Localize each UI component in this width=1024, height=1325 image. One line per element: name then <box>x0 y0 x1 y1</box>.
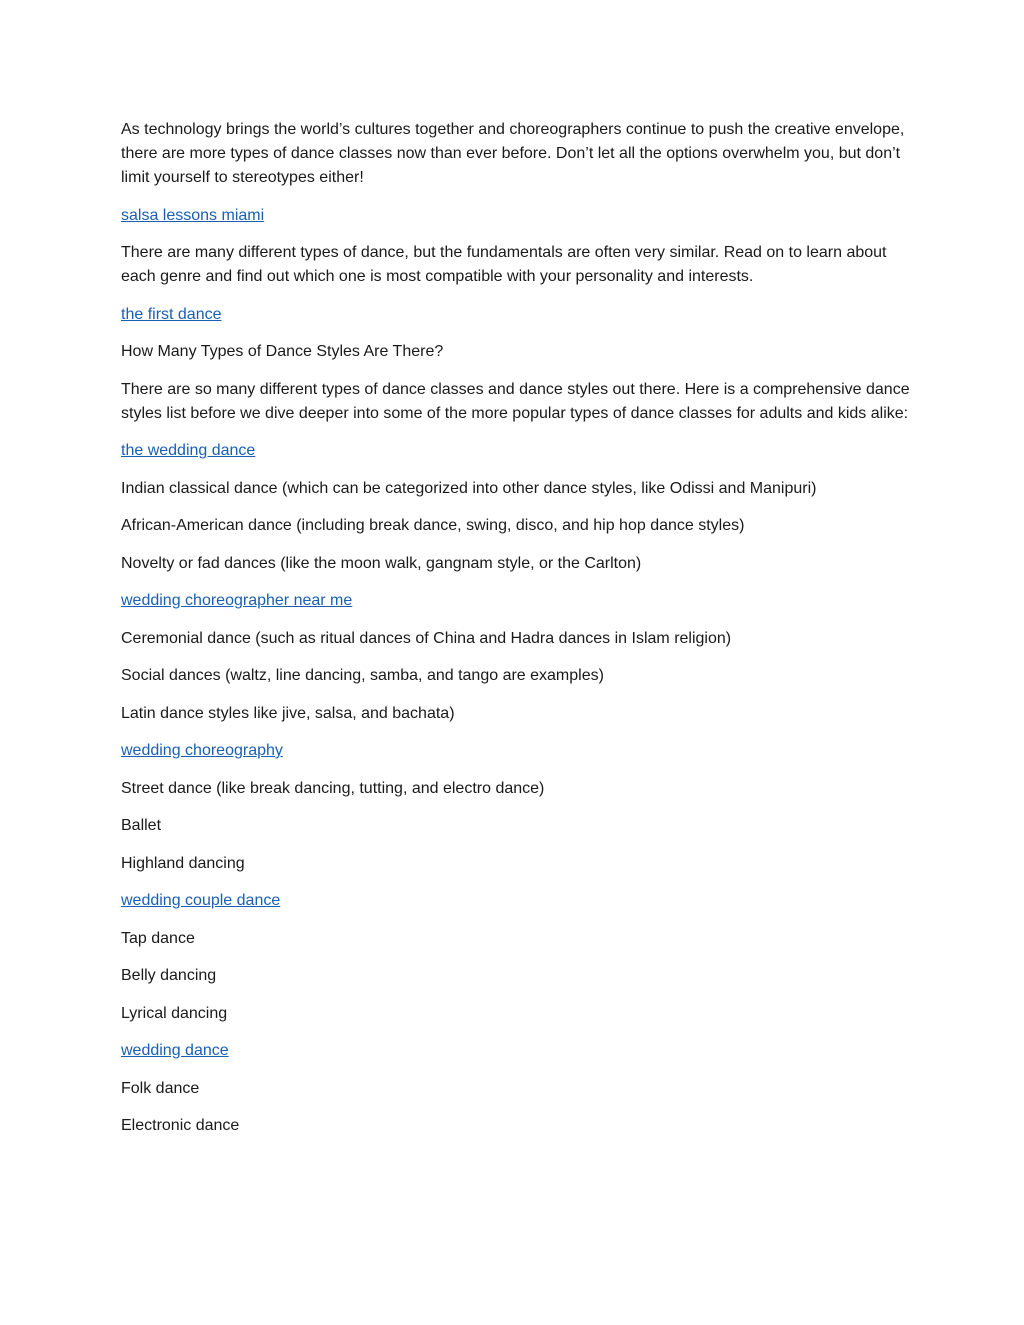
link-the-first-dance[interactable]: the first dance <box>121 305 222 323</box>
list-item: Lyrical dancing <box>121 1004 228 1022</box>
list-item: Belly dancing <box>121 967 217 984</box>
fundamentals-paragraph: There are many different types of dance, but the fundamentals are often very similar. Read on to learn about each genre and find out which one is most compatible with your personality and interests. <box>121 244 887 285</box>
list-item: Ceremonial dance (such as ritual dances of China and Hadra dances in Islam religion) <box>121 629 732 647</box>
list-item: Highland dancing <box>121 854 245 872</box>
section-heading: How Many Types of Dance Styles Are There? <box>121 343 444 360</box>
list-item: African-American dance (including break dance, swing, disco, and hip hop dance styles) <box>121 517 745 534</box>
list-item: Indian classical dance (which can be categorized into other dance styles, like Odissi and Manipuri) <box>121 479 817 497</box>
list-item: Latin dance styles like jive, salsa, and bachata) <box>121 704 455 722</box>
intro-paragraph: As technology brings the world’s cultures together and choreographers continue to push the creative envelope, there are more types of dance classes now than ever before. Don’t let all the options overwhelm you, but don’t limit yourself to stereotypes either! <box>121 121 905 186</box>
list-item: Electronic dance <box>121 1117 240 1134</box>
link-wedding-choreography[interactable]: wedding choreography <box>121 742 283 759</box>
link-wedding-choreographer-near-me[interactable]: wedding choreographer near me <box>121 592 353 609</box>
list-item: Tap dance <box>121 929 195 947</box>
link-salsa-lessons-miami[interactable]: salsa lessons miami <box>121 206 265 224</box>
styles-list-intro: There are so many different types of dance classes and dance styles out there. Here is a comprehensive dance styles list before we dive deeper into some of the more popular types of dance classes for adults and kids alike: <box>121 380 910 422</box>
list-item: Novelty or fad dances (like the moon walk, gangnam style, or the Carlton) <box>121 554 642 572</box>
list-item: Social dances (waltz, line dancing, samba, and tango are examples) <box>121 667 604 684</box>
document-page <box>121 118 911 1152</box>
link-wedding-dance[interactable]: wedding dance <box>121 1042 229 1059</box>
link-the-wedding-dance[interactable]: the wedding dance <box>121 442 256 459</box>
list-item: Street dance (like break dancing, tutting, and electro dance) <box>121 779 545 797</box>
list-item: Ballet <box>121 817 162 834</box>
list-item: Folk dance <box>121 1079 200 1097</box>
link-wedding-couple-dance[interactable]: wedding couple dance <box>121 892 281 909</box>
